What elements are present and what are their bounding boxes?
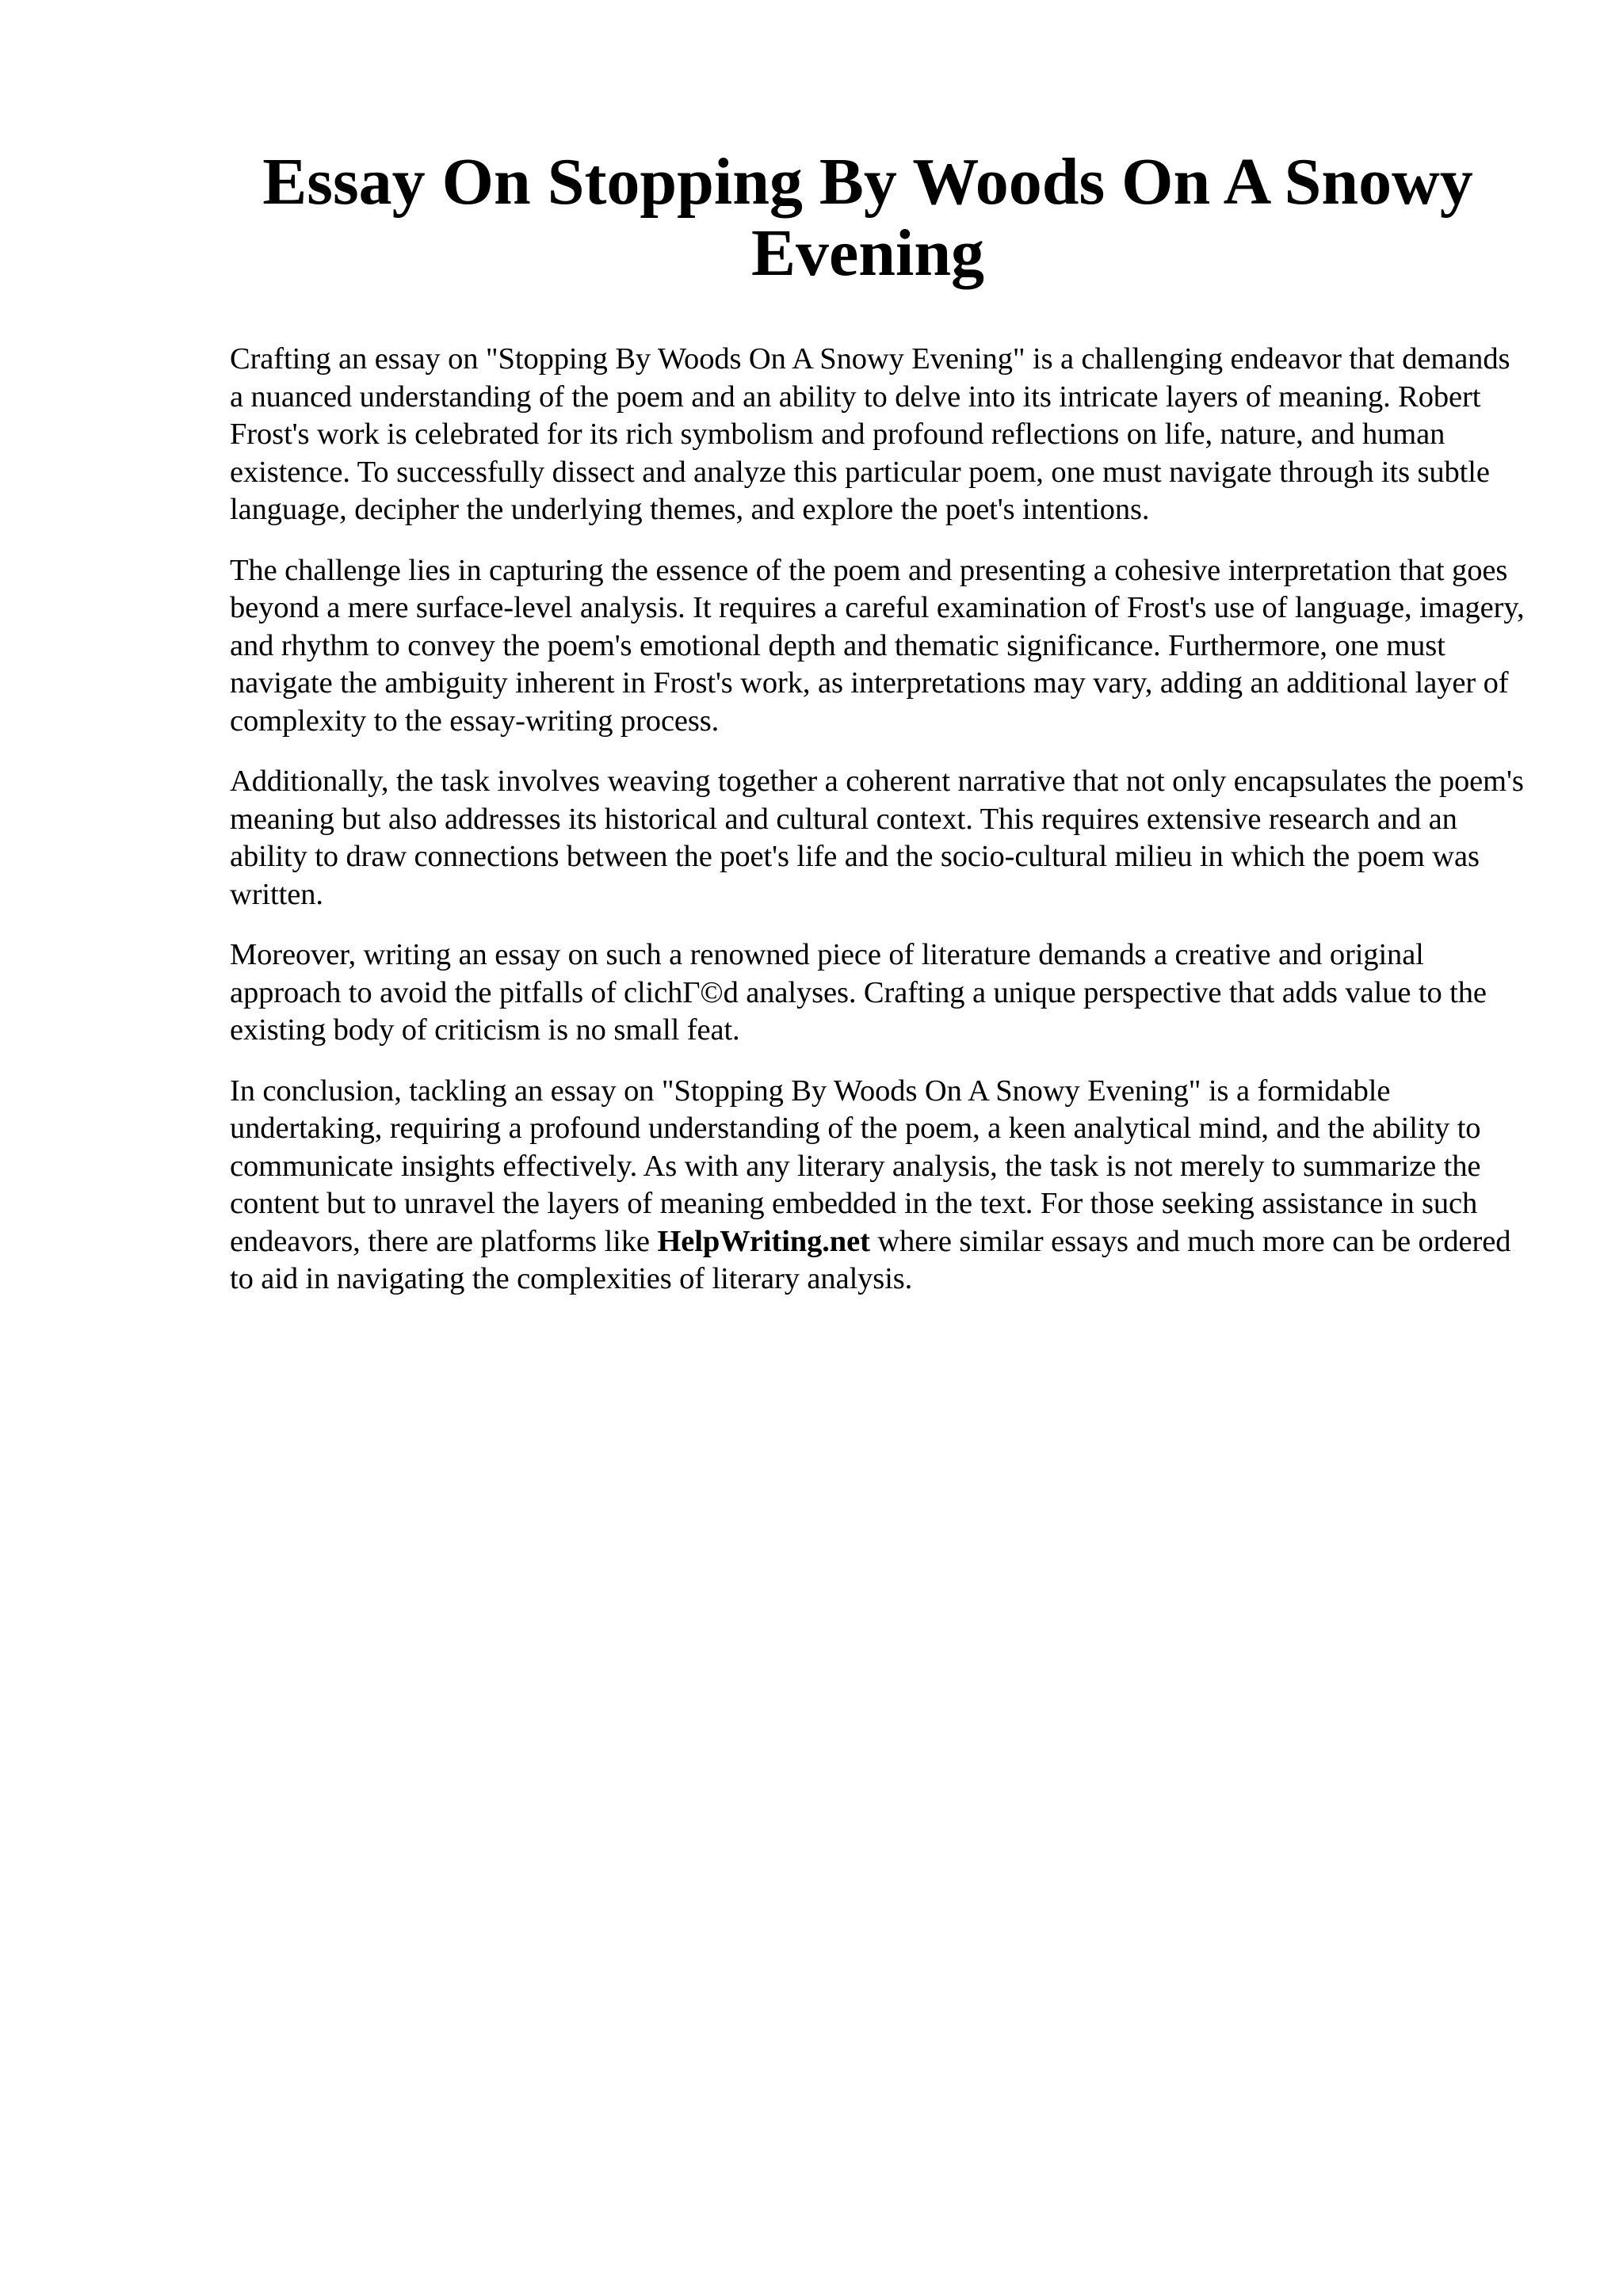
paragraph-4: Moreover, writing an essay on such a renowned piece of literature demands a creative and original approach to avoid the pitfalls of clichΓ©d analyses. Crafting a unique perspective that adds value to the existing body of criticism is no small feat. xyxy=(230,938,1487,1047)
conclusion-text-before-link: In conclusion, tackling an essay on "Stopping By Woods On A Snowy Evening" is a formidable undertaking, requiring a profound understanding of the poem, a keen analytical mind, and the ability to communicate insights effectively. As with any literary analysis, the task is not merely to summarize the content but to unravel the layers of meaning embedded in the text. For those seeking assistance in such endeavors, there are platforms like xyxy=(230,1074,1481,1258)
page-title: Essay On Stopping By Woods On A Snowy Evening xyxy=(262,145,1473,290)
paragraph-2: The challenge lies in capturing the essence of the poem and presenting a cohesive interpretation that goes beyond a mere surface-level analysis. It requires a careful examination of Frost's use of language, imagery, and rhythm to convey the poem's emotional depth and thematic significance. Furthermore, one must navigate the ambiguity inherent in Frost's work, as interpretations may vary, adding an additional layer of complexity to the essay-writing process. xyxy=(230,553,1525,738)
paragraph-3: Additionally, the task involves weaving together a coherent narrative that not only encapsulates the poem's meaning but also addresses its historical and cultural context. This requires extensive research and an ability to draw connections between the poet's life and the socio-cultural milieu in which the poem was written. xyxy=(230,765,1524,911)
conclusion-text-after-link: where similar essays and much more can be ordered to aid in navigating the complexities of literary analysis. xyxy=(230,1224,1511,1295)
paragraph-conclusion xyxy=(230,1073,1529,1299)
helpwriting-link[interactable]: HelpWriting.net xyxy=(657,1224,870,1258)
essay-body xyxy=(230,341,1529,1322)
paragraph-1: Crafting an essay on "Stopping By Woods On A Snowy Evening" is a challenging endeavor that demands a nuanced understanding of the poem and an ability to delve into its intricate layers of meaning. Robert Frost's work is celebrated for its rich symbolism and profound reflections on life, nature, and human existence. To successfully dissect and analyze this particular poem, one must navigate through its subtle language, decipher the underlying themes, and explore the poet's intentions. xyxy=(230,342,1510,526)
